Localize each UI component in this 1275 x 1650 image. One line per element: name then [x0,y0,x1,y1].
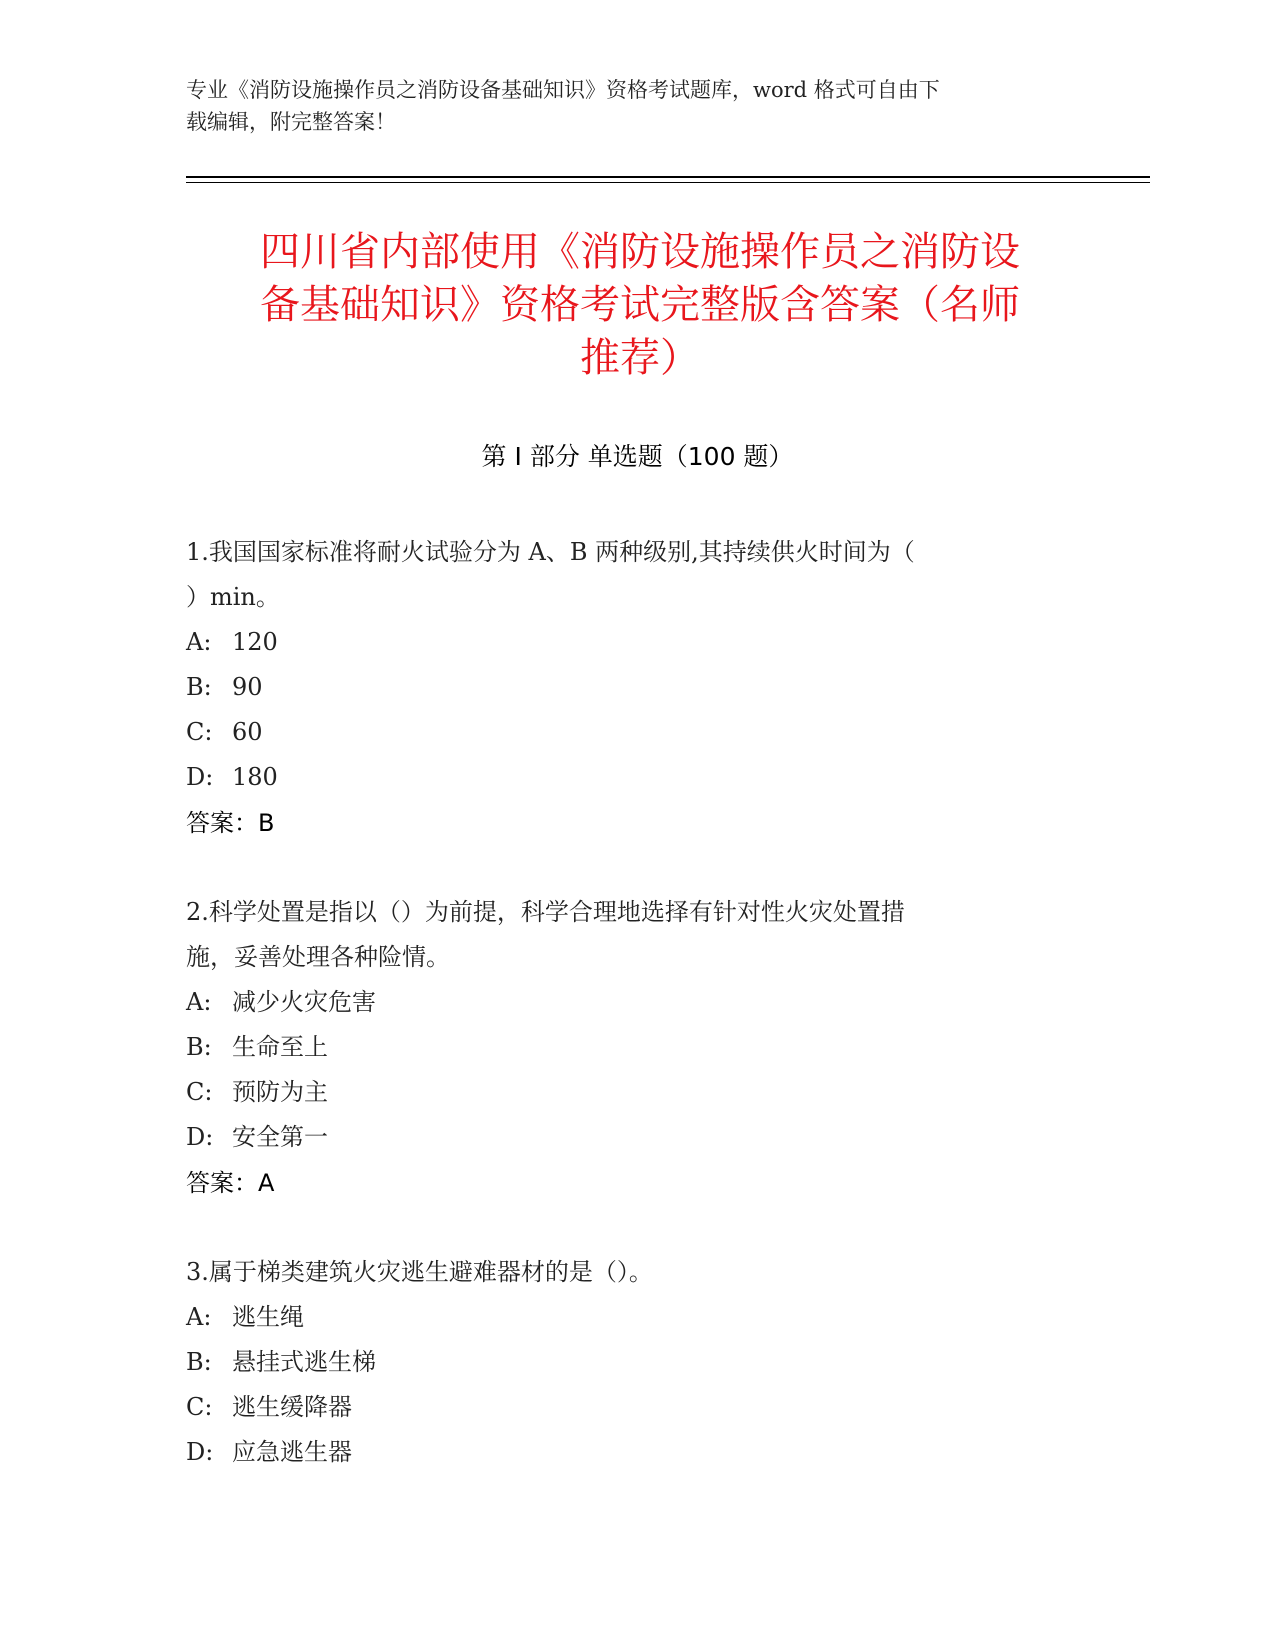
question-stem-line: 1.我国国家标准将耐火试验分为 A、B 两种级别,其持续供火时间为（ [186,538,915,566]
option-text: 逃生缓降器 [232,1393,352,1421]
option-b [186,1025,1076,1070]
option-letter: B: [186,1348,212,1376]
option-c [186,1070,1076,1115]
header-rule [186,176,1150,178]
question-stem [186,530,1076,620]
option-d [186,755,1076,800]
question-stem-line: 2.科学处置是指以（）为前提，科学合理地选择有针对性火灾处置措 [186,898,905,926]
question-stem-line: 3.属于梯类建筑火灾逃生避难器材的是（）。 [186,1258,653,1286]
option-text: 应急逃生器 [232,1438,352,1466]
document-title [190,226,1090,385]
section-heading: 第 I 部分 单选题（100 题） [481,442,794,471]
option-letter: B: [186,1033,212,1061]
option-letter: C: [186,718,213,746]
option-text: 生命至上 [232,1033,328,1061]
option-text: 120 [232,628,278,656]
header-note-line: 专业《消防设施操作员之消防设备基础知识》资格考试题库，word 格式可自由下 [186,78,940,102]
option-a [186,620,1076,665]
option-letter: B: [186,673,212,701]
question-3 [186,1250,1076,1475]
option-b [186,1340,1076,1385]
option-letter: A: [186,628,212,656]
option-a [186,980,1076,1025]
option-letter: C: [186,1078,213,1106]
answer: 答案：A [186,1169,275,1197]
option-letter: A: [186,1303,212,1331]
option-c [186,1385,1076,1430]
option-text: 90 [232,673,263,701]
option-text: 预防为主 [232,1078,328,1106]
title-line: 四川省内部使用《消防设施操作员之消防设 [260,229,1020,275]
answer: 答案：B [186,809,275,837]
question-list [186,530,1076,1519]
option-text: 减少火灾危害 [232,988,376,1016]
title-line: 推荐） [580,335,700,381]
option-text: 逃生绳 [232,1303,304,1331]
option-d [186,1430,1076,1475]
option-text: 60 [232,718,263,746]
option-letter: D: [186,1438,214,1466]
option-letter: C: [186,1393,213,1421]
option-letter: D: [186,763,214,791]
title-line: 备基础知识》资格考试完整版含答案（名师 [260,282,1020,328]
question-stem [186,890,1076,980]
option-text: 安全第一 [232,1123,328,1151]
option-letter: A: [186,988,212,1016]
question-stem-line: 施，妥善处理各种险情。 [186,943,450,971]
option-text: 悬挂式逃生梯 [232,1348,376,1376]
option-d [186,1115,1076,1160]
option-text: 180 [232,763,278,791]
question-stem-line: ）min。 [186,583,280,611]
question-stem [186,1250,1076,1295]
header-note-line: 载编辑，附完整答案！ [186,110,396,134]
option-letter: D: [186,1123,214,1151]
header-rule [186,182,1150,183]
question-1 [186,530,1076,846]
option-c [186,710,1076,755]
header-note [186,74,1066,138]
question-2 [186,890,1076,1206]
option-a [186,1295,1076,1340]
option-b [186,665,1076,710]
